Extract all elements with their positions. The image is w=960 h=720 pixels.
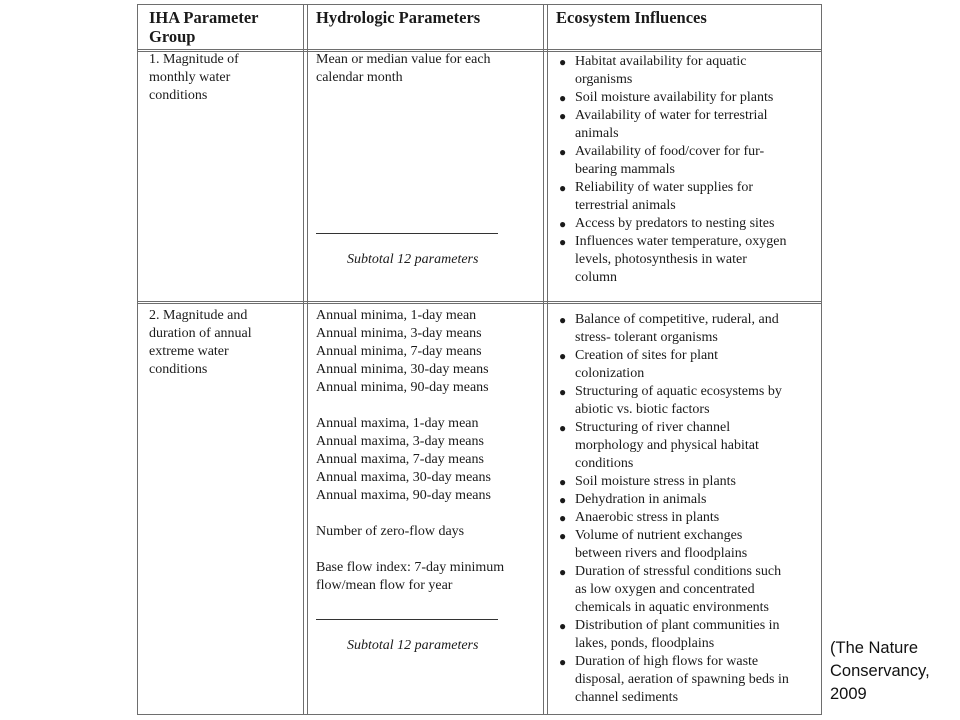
bullet-icon: ●: [559, 91, 567, 105]
influence-item: [556, 233, 786, 287]
influence-item: [556, 179, 786, 215]
influence-item: [556, 215, 786, 233]
bullet-icon: ●: [559, 235, 567, 249]
influence-text: Availability of food/cover for fur-: [575, 144, 765, 159]
citation-line: Conservancy,: [830, 662, 930, 680]
influence-item: [556, 53, 786, 89]
influence-item: [556, 617, 789, 653]
row1-params-cell: [316, 51, 491, 87]
header-ecosystem: Ecosystem Influences: [556, 8, 707, 27]
bullet-icon: ●: [559, 511, 567, 525]
row2-params-cell: [316, 307, 504, 595]
subtotal-text: Subtotal 12 parameters: [347, 252, 479, 267]
influence-text: Balance of competitive, ruderal, and: [575, 312, 779, 327]
bullet-icon: ●: [559, 421, 567, 435]
influence-item: [556, 143, 786, 179]
influence-item: [556, 527, 789, 563]
influence-text: colonization: [575, 366, 645, 381]
influence-text: lakes, ponds, floodplains: [575, 636, 715, 651]
influence-text: disposal, aeration of spawning beds in: [575, 672, 789, 687]
param-line: Annual maxima, 7-day means: [316, 452, 484, 467]
param-line: Mean or median value for each: [316, 52, 491, 67]
row1-subtotal-block: [316, 233, 498, 269]
bullet-icon: ●: [559, 313, 567, 327]
influence-item: [556, 509, 789, 527]
row2-influences-cell: [556, 311, 789, 707]
influence-text: as low oxygen and concentrated: [575, 582, 755, 597]
influence-text: between rivers and floodplains: [575, 546, 748, 561]
influence-item: [556, 383, 789, 419]
bullet-icon: ●: [559, 217, 567, 231]
row1-influences-cell: [556, 53, 786, 287]
influence-text: Duration of stressful conditions such: [575, 564, 782, 579]
influence-item: [556, 311, 789, 347]
citation-line: 2009: [830, 685, 867, 703]
param-line: Number of zero-flow days: [316, 524, 465, 539]
param-line: Annual maxima, 1-day mean: [316, 416, 479, 431]
influence-text: chemicals in aquatic environments: [575, 600, 769, 615]
influence-text: Structuring of river channel: [575, 420, 731, 435]
param-line: Annual minima, 90-day means: [316, 380, 489, 395]
influence-text: abiotic vs. biotic factors: [575, 402, 710, 417]
influence-text: bearing mammals: [575, 162, 675, 177]
header-group-line: Group: [149, 27, 196, 46]
influence-text: Soil moisture availability for plants: [575, 90, 774, 105]
influence-text: conditions: [575, 456, 634, 471]
influence-text: Availability of water for terrestrial: [575, 108, 768, 123]
citation: [830, 637, 930, 706]
influence-item: [556, 473, 789, 491]
bullet-icon: ●: [559, 145, 567, 159]
column-divider: [303, 5, 308, 714]
group-line: duration of annual: [149, 326, 252, 341]
group-line: monthly water: [149, 70, 231, 85]
group-line: conditions: [149, 362, 208, 377]
influence-text: Soil moisture stress in plants: [575, 474, 736, 489]
influence-list: [556, 53, 786, 287]
row-divider: [138, 301, 821, 304]
param-line: Annual minima, 7-day means: [316, 344, 482, 359]
influence-text: channel sediments: [575, 690, 679, 705]
bullet-icon: ●: [559, 349, 567, 363]
param-line: Annual maxima, 30-day means: [316, 470, 491, 485]
influence-list: [556, 311, 789, 707]
influence-text: Habitat availability for aquatic: [575, 54, 747, 69]
param-line: Annual maxima, 3-day means: [316, 434, 484, 449]
influence-item: [556, 89, 786, 107]
bullet-icon: ●: [559, 55, 567, 69]
influence-text: stress- tolerant organisms: [575, 330, 718, 345]
influence-text: Anaerobic stress in plants: [575, 510, 720, 525]
header-group-line: IHA Parameter: [149, 8, 259, 27]
param-line: Base flow index: 7-day minimum: [316, 560, 505, 575]
influence-text: column: [575, 270, 617, 285]
param-line: flow/mean flow for year: [316, 578, 453, 593]
bullet-icon: ●: [559, 493, 567, 507]
group-line: conditions: [149, 88, 208, 103]
group-line: 1. Magnitude of: [149, 52, 239, 67]
subtotal-rule: [316, 619, 498, 620]
bullet-icon: ●: [559, 181, 567, 195]
influence-text: Creation of sites for plant: [575, 348, 719, 363]
influence-item: [556, 419, 789, 473]
influence-text: terrestrial animals: [575, 198, 676, 213]
bullet-icon: ●: [559, 385, 567, 399]
bullet-icon: ●: [559, 619, 567, 633]
influence-item: [556, 491, 789, 509]
influence-text: Duration of high flows for waste: [575, 654, 759, 669]
row2-subtotal-block: [316, 619, 498, 655]
param-line: Annual minima, 3-day means: [316, 326, 482, 341]
influence-text: levels, photosynthesis in water: [575, 252, 747, 267]
bullet-icon: ●: [559, 475, 567, 489]
param-line: Annual minima, 1-day mean: [316, 308, 477, 323]
influence-text: Distribution of plant communities in: [575, 618, 780, 633]
iha-parameter-table: [137, 4, 822, 715]
bullet-icon: ●: [559, 109, 567, 123]
spacer: [316, 397, 504, 415]
citation-line: (The Nature: [830, 639, 919, 657]
header-group: [149, 8, 259, 46]
bullet-icon: ●: [559, 655, 567, 669]
spacer: [316, 505, 504, 523]
spacer: [316, 541, 504, 559]
influence-text: animals: [575, 126, 619, 141]
influence-item: [556, 347, 789, 383]
influence-text: morphology and physical habitat: [575, 438, 759, 453]
group-line: 2. Magnitude and: [149, 308, 248, 323]
influence-text: Influences water temperature, oxygen: [575, 234, 787, 249]
subtotal-rule: [316, 233, 498, 234]
influence-item: [556, 563, 789, 617]
influence-text: Volume of nutrient exchanges: [575, 528, 743, 543]
influence-text: Dehydration in animals: [575, 492, 707, 507]
row2-group-cell: [149, 307, 252, 379]
param-line: Annual minima, 30-day means: [316, 362, 489, 377]
header-hydrologic: Hydrologic Parameters: [316, 8, 481, 27]
subtotal-text: Subtotal 12 parameters: [347, 638, 479, 653]
influence-item: [556, 107, 786, 143]
column-divider: [543, 5, 548, 714]
row1-group-cell: [149, 51, 239, 105]
param-line: calendar month: [316, 70, 403, 85]
influence-item: [556, 653, 789, 707]
bullet-icon: ●: [559, 529, 567, 543]
influence-text: Reliability of water supplies for: [575, 180, 754, 195]
group-line: extreme water: [149, 344, 229, 359]
bullet-icon: ●: [559, 565, 567, 579]
influence-text: organisms: [575, 72, 633, 87]
influence-text: Structuring of aquatic ecosystems by: [575, 384, 782, 399]
param-line: Annual maxima, 90-day means: [316, 488, 491, 503]
influence-text: Access by predators to nesting sites: [575, 216, 775, 231]
